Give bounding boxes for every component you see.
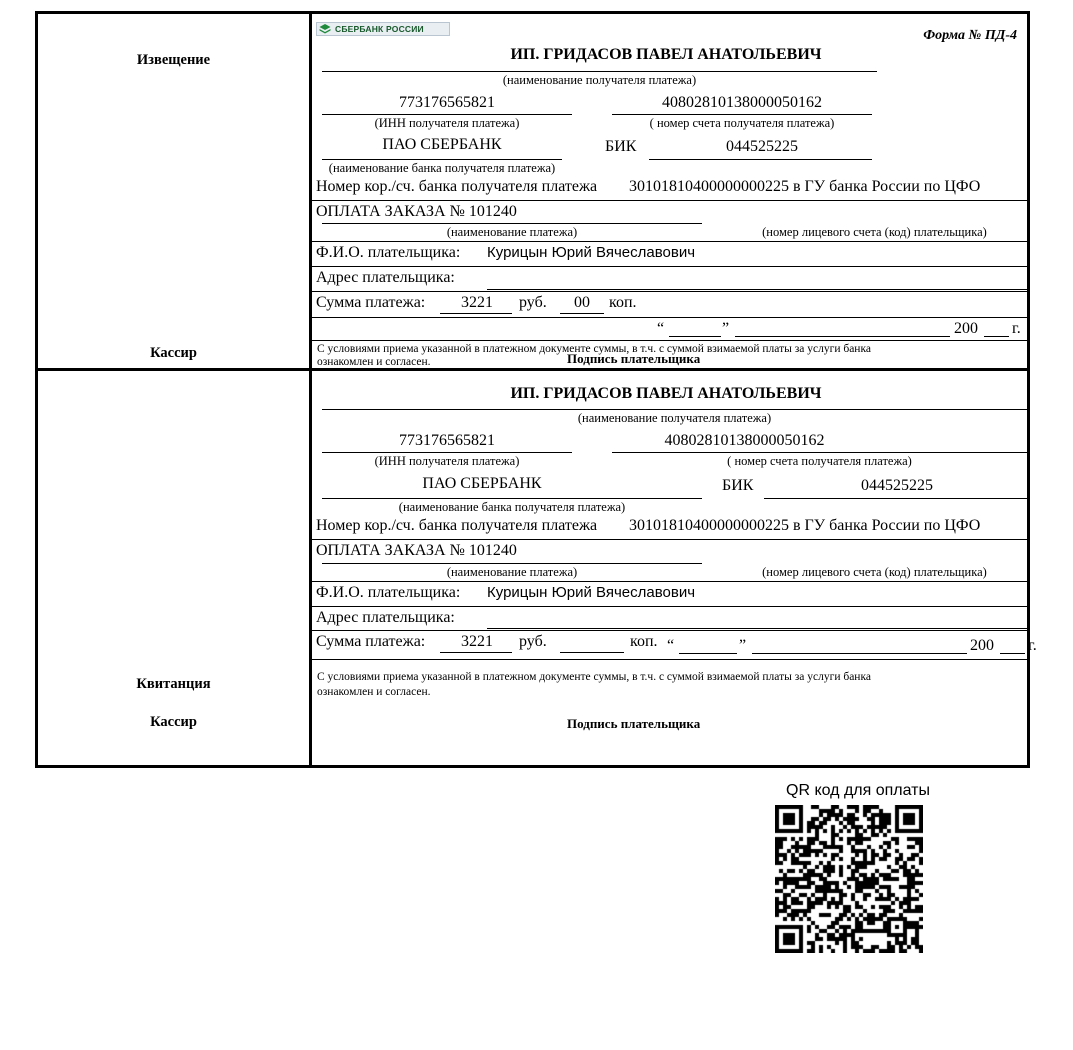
rule-payment-block-bottom (312, 581, 1027, 582)
rule-sum-kop-top (560, 313, 604, 314)
inn-caption-bottom: (ИНН получателя платежа) (374, 453, 520, 468)
corr-account-value-bottom: 30101810400000000225 в ГУ банка России по ЦФО (629, 516, 981, 534)
rule-payer-address-bottom (487, 628, 1027, 629)
sum-rub-label-bottom: руб. (519, 632, 547, 650)
rule-bik-bottom (764, 498, 1027, 499)
rule-sum-rub-bottom (440, 652, 512, 653)
recipient-name-caption-bottom: (наименование получателя платежа) (577, 410, 772, 425)
label-kvitanciya: Квитанция (136, 675, 211, 692)
rule-payment-name-bottom (322, 563, 702, 564)
rule-recipient-top (322, 71, 877, 72)
payment-name-bottom: ОПЛАТА ЗАКАЗА № 101240 (316, 541, 517, 559)
rule-sum-block-top (312, 317, 1027, 318)
rule-bank-name-top (322, 159, 562, 160)
sum-kop-value-top: 00 (574, 294, 590, 311)
date-year-prefix-bottom: 200 (970, 636, 994, 654)
rule-address-block-bottom (312, 630, 1027, 631)
rule-account-top (612, 114, 872, 115)
date-quote-close-top: ” (722, 320, 730, 337)
rule-account-bottom (612, 452, 1027, 453)
rule-payment-name-top (322, 223, 702, 224)
rule-date-day-bottom (679, 653, 737, 654)
rule-corr-top (312, 200, 1027, 201)
rule-date-block-bottom (312, 659, 1027, 660)
receipt-right-column (312, 371, 1037, 765)
rule-corr-bottom (312, 539, 1027, 540)
rule-address-block-top (312, 291, 1027, 292)
rule-date-month-bottom (752, 653, 967, 654)
label-izveshchenie: Извещение (136, 52, 211, 68)
rule-date-day-top (669, 336, 721, 337)
rule-bik-top (649, 159, 872, 160)
rule-sum-kop-bottom (560, 652, 624, 653)
rule-date-block-top (312, 340, 1027, 341)
label-kassir-bottom: Кассир (150, 713, 197, 730)
rule-recipient-bottom (322, 409, 1027, 410)
bank-name-caption-bottom: (наименование банка получателя платежа) (398, 499, 626, 514)
qr-code (775, 805, 923, 953)
date-quote-open-top: “ (657, 320, 665, 337)
conditions-line1-bottom: С условиями приема указанной в платежном документе суммы, в т.ч. с суммой взимаемой платы за услуги банка (317, 670, 871, 683)
payer-signature-top: Подпись плательщика (567, 351, 701, 366)
date-quote-open-bottom: “ (667, 636, 675, 654)
rule-inn-top (322, 114, 572, 115)
rule-payer-fio-top (312, 266, 1027, 267)
conditions-line1-top: С условиями приема указанной в платежном документе суммы, в т.ч. с суммой взимаемой платы за услуги банка (317, 343, 871, 355)
rule-payer-address-top (487, 289, 1027, 290)
sum-rub-label-top: руб. (519, 294, 547, 311)
corr-account-value-top: 30101810400000000225 в ГУ банка России по ЦФО (629, 178, 981, 195)
inn-value-top: 773176565821 (399, 94, 495, 111)
bank-name-bottom: ПАО СБЕРБАНК (422, 474, 542, 492)
sum-rub-value-bottom: 3221 (461, 632, 493, 650)
account-value-bottom: 40802810138000050162 (664, 431, 825, 449)
sberbank-logo (316, 22, 450, 36)
payer-fio-value-bottom: Курицын Юрий Вячеславович (487, 583, 696, 601)
date-year-prefix-top: 200 (954, 320, 978, 337)
payer-signature-bottom: Подпись плательщика (567, 715, 701, 731)
form-half-notice (38, 14, 1027, 371)
rule-sum-rub-top (440, 313, 512, 314)
sberbank-mark-icon (318, 23, 332, 35)
sum-rub-value-top: 3221 (461, 294, 493, 311)
conditions-line2-bottom: ознакомлен и согласен. (317, 685, 431, 698)
account-caption-top: ( номер счета получателя платежа) (649, 116, 835, 130)
corr-account-label-top: Номер кор./сч. банка получателя платежа (316, 178, 598, 195)
notice-right-column (312, 14, 1027, 368)
qr-caption: QR код для оплаты (786, 782, 931, 799)
date-year-suffix-bottom: г. (1028, 636, 1037, 654)
rule-bank-name-bottom (322, 498, 702, 499)
sum-label-bottom: Сумма платежа: (316, 632, 426, 650)
form-number: Форма № ПД-4 (923, 28, 1017, 43)
bank-name-top: ПАО СБЕРБАНК (382, 136, 502, 153)
rule-payer-fio-bottom (312, 606, 1027, 607)
payment-name-caption-bottom: (наименование платежа) (446, 564, 578, 579)
receipt-left-column (38, 371, 312, 765)
rule-payment-block-top (312, 241, 1027, 242)
payer-fio-label-top: Ф.И.О. плательщика: (316, 244, 461, 261)
notice-left-column (38, 14, 312, 368)
rule-date-year-bottom (1000, 653, 1025, 654)
recipient-name-bottom: ИП. ГРИДАСОВ ПАВЕЛ АНАТОЛЬЕВИЧ (510, 384, 822, 402)
date-year-suffix-top: г. (1012, 320, 1021, 337)
sum-label-top: Сумма платежа: (316, 294, 426, 311)
payment-form (35, 11, 1037, 768)
sum-kop-label-top: коп. (609, 294, 637, 311)
bank-name-caption-top: (наименование банка получателя платежа) (328, 161, 556, 175)
bik-label-bottom: БИК (722, 476, 754, 494)
corr-account-label-bottom: Номер кор./сч. банка получателя платежа (316, 516, 598, 534)
payment-name-caption-top: (наименование платежа) (446, 225, 578, 239)
account-caption-bottom: ( номер счета получателя платежа) (727, 453, 912, 468)
bik-label-top: БИК (605, 138, 637, 155)
rule-date-year-top (984, 336, 1009, 337)
sum-kop-label-bottom: коп. (630, 632, 658, 650)
personal-account-caption-top: (номер лицевого счета (код) плательщика) (762, 225, 987, 239)
recipient-name-caption-top: (наименование получателя платежа) (502, 73, 697, 87)
payer-address-label-top: Адрес плательщика: (316, 269, 455, 286)
recipient-name-top: ИП. ГРИДАСОВ ПАВЕЛ АНАТОЛЬЕВИЧ (510, 46, 822, 63)
payer-address-label-bottom: Адрес плательщика: (316, 608, 455, 626)
payment-name-top: ОПЛАТА ЗАКАЗА № 101240 (316, 203, 517, 220)
rule-date-month-top (735, 336, 950, 337)
inn-value-bottom: 773176565821 (399, 431, 495, 449)
sberbank-logo-text: СБЕРБАНК РОССИИ (335, 24, 424, 34)
bik-value-top: 044525225 (726, 138, 798, 155)
date-quote-close-bottom: ” (739, 636, 747, 654)
inn-caption-top: (ИНН получателя платежа) (374, 116, 520, 130)
conditions-line2-top: ознакомлен и согласен. (317, 356, 431, 368)
payer-fio-label-bottom: Ф.И.О. плательщика: (316, 583, 461, 601)
rule-inn-bottom (322, 452, 572, 453)
payer-fio-value-top: Курицын Юрий Вячеславович (487, 244, 696, 261)
personal-account-caption-bottom: (номер лицевого счета (код) плательщика) (762, 564, 987, 579)
account-value-top: 40802810138000050162 (662, 94, 822, 111)
bik-value-bottom: 044525225 (861, 476, 933, 494)
form-half-receipt (38, 371, 1037, 765)
label-kassir-top: Кассир (150, 345, 197, 361)
